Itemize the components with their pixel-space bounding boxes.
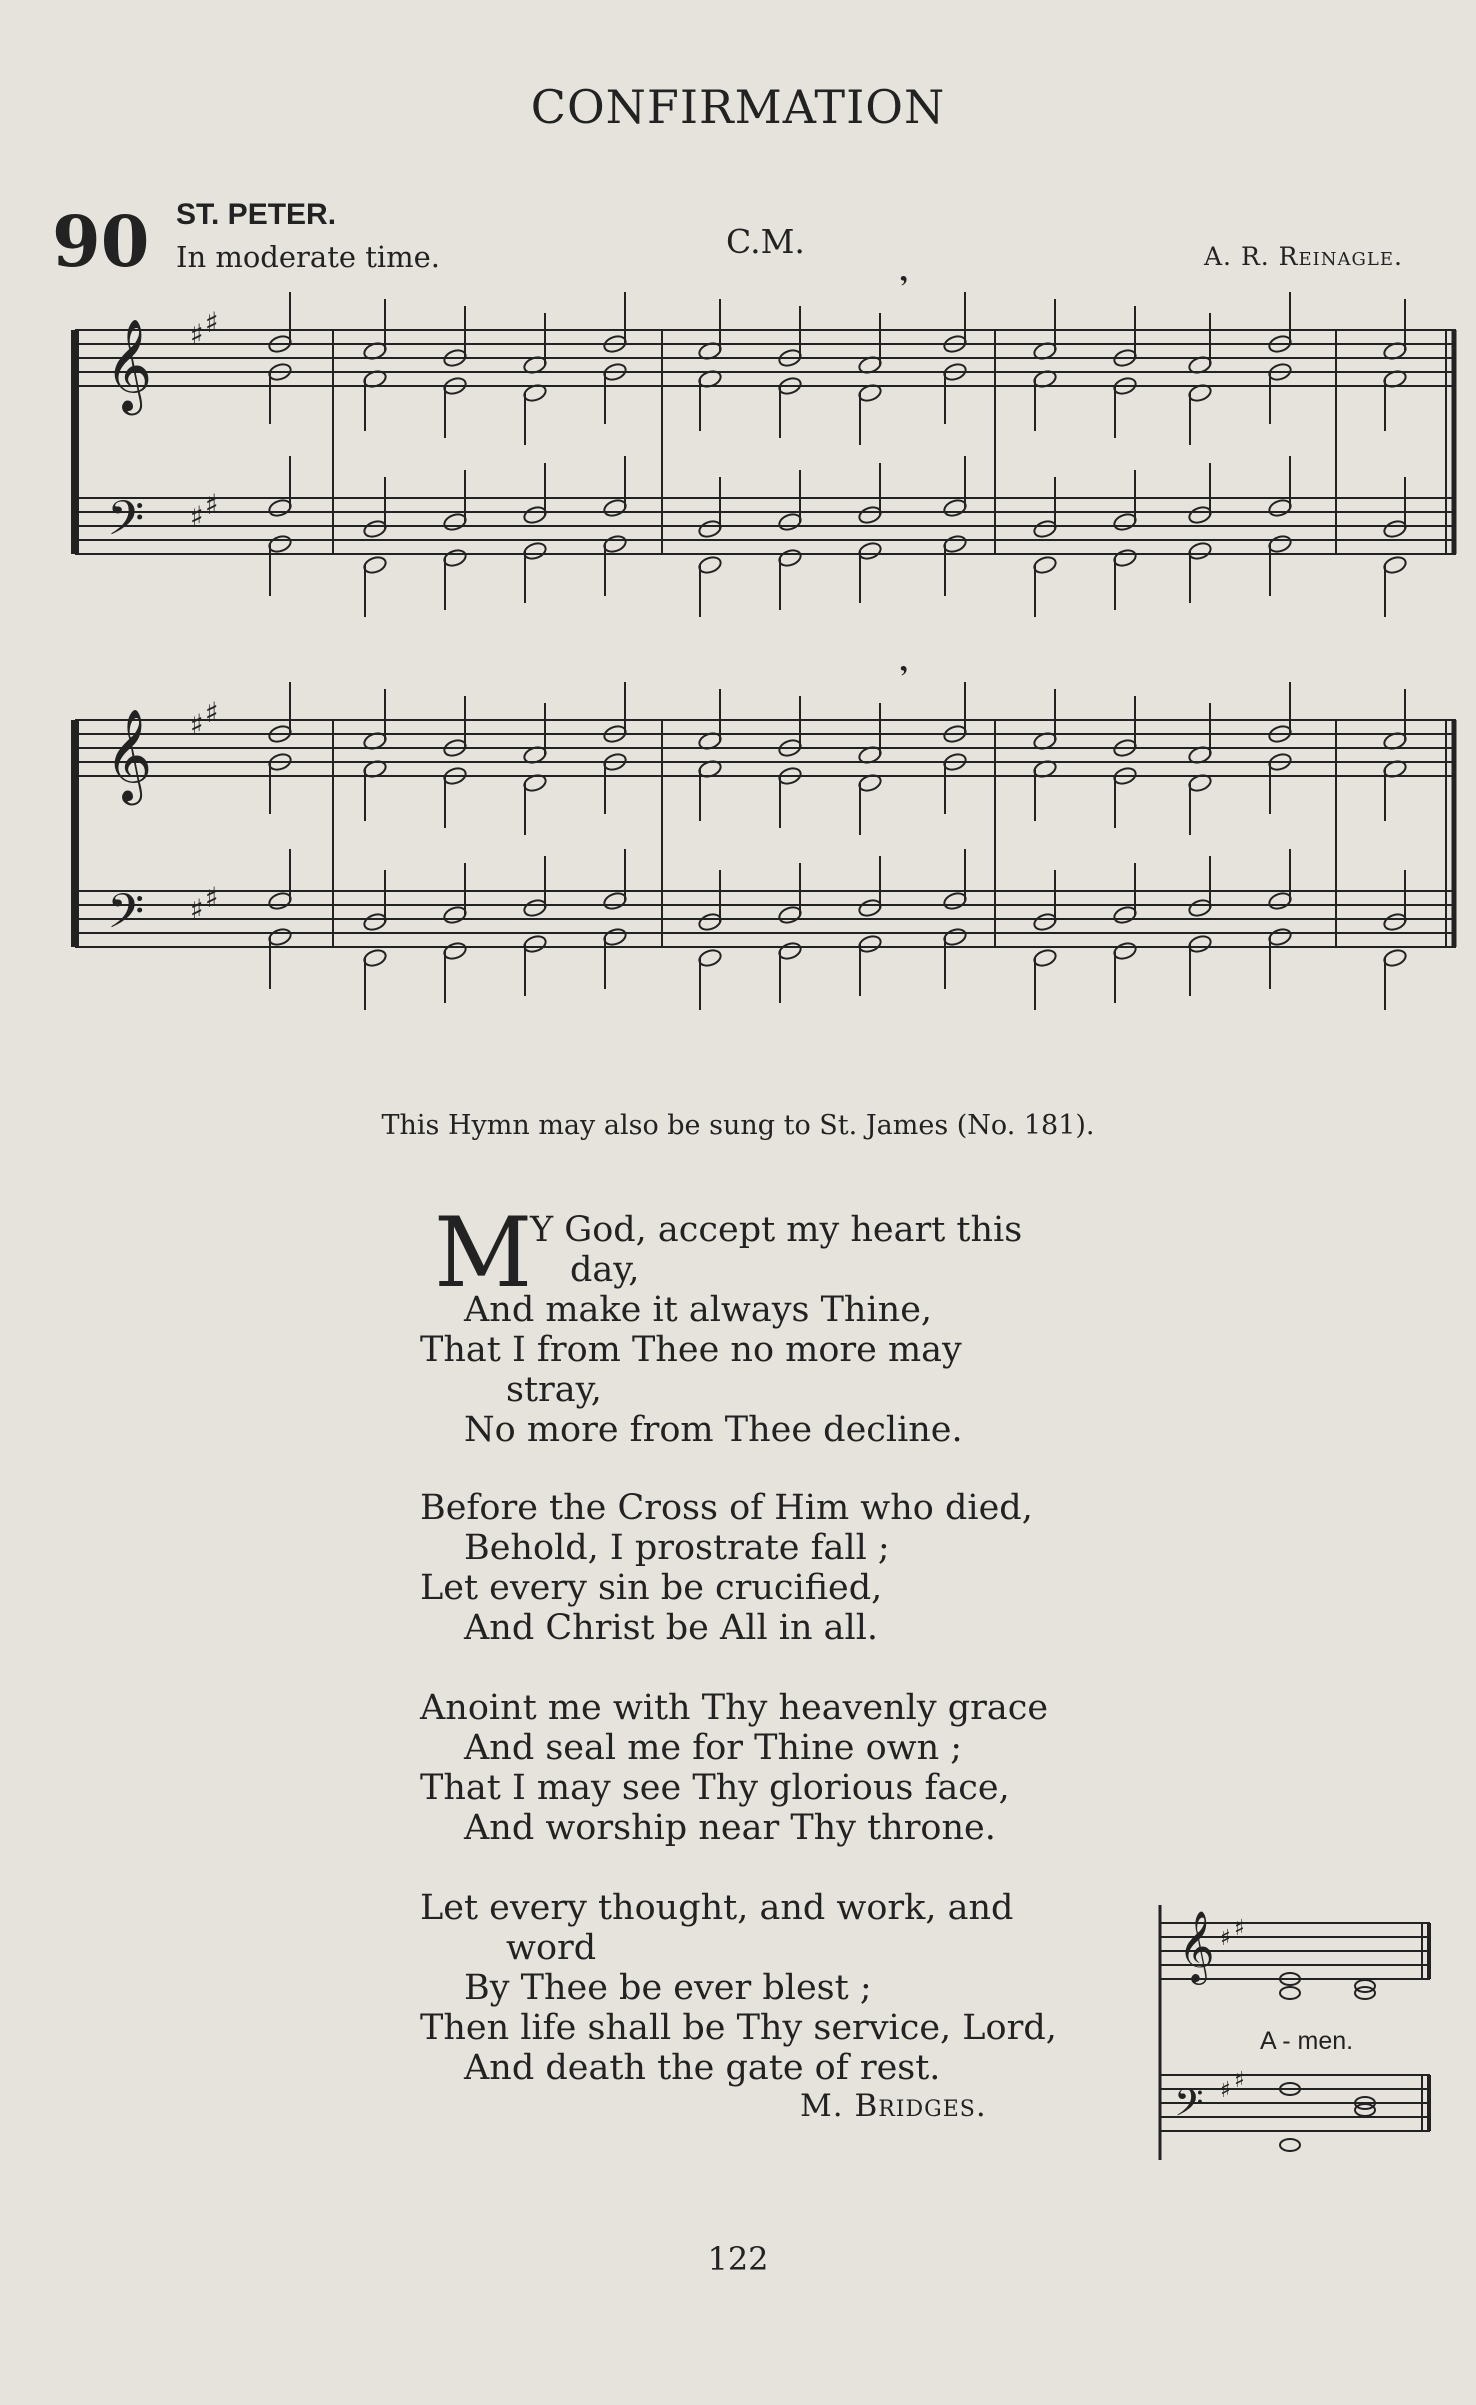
- svg-text:♯: ♯: [1220, 2078, 1231, 2103]
- verse-line: And Christ be All in all.: [464, 1608, 879, 1648]
- verse-line: Then life shall be Thy service, Lord,: [420, 2008, 1057, 2048]
- verse-line: Before the Cross of Him who died,: [420, 1488, 1033, 1528]
- meter: C.M.: [726, 222, 805, 261]
- verse-line: By Thee be ever blest ;: [464, 1968, 872, 2008]
- verse-line: Anoint me with Thy heavenly grace: [420, 1688, 1049, 1728]
- verse-line: And seal me for Thine own ;: [464, 1728, 963, 1768]
- verse-line: stray,: [506, 1370, 602, 1410]
- svg-text:♯: ♯: [205, 696, 219, 729]
- verse-line: Let every sin be crucified,: [420, 1568, 883, 1608]
- svg-text:♯: ♯: [1220, 1926, 1231, 1951]
- author: M. Bridges.: [800, 2088, 987, 2124]
- svg-text:𝄢: 𝄢: [107, 490, 145, 558]
- verse-3: [420, 1688, 1048, 1848]
- svg-text:♯: ♯: [205, 881, 219, 914]
- page-title: CONFIRMATION: [530, 80, 946, 134]
- composer: A. R. Reinagle.: [1204, 242, 1403, 271]
- svg-text:♯: ♯: [1234, 2068, 1245, 2093]
- svg-text:𝄒: 𝄒: [900, 666, 908, 712]
- svg-text:♯: ♯: [190, 893, 204, 926]
- verse-line: That I may see Thy glorious face,: [420, 1768, 1010, 1808]
- verse-line: And worship near Thy throne.: [464, 1808, 996, 1848]
- svg-text:♯: ♯: [205, 488, 219, 521]
- amen-label: A - men.: [1260, 2027, 1354, 2055]
- verse-line: That I from Thee no more may: [420, 1330, 962, 1370]
- verse-line: No more from Thee decline.: [464, 1410, 963, 1450]
- svg-text:♯: ♯: [190, 708, 204, 741]
- svg-text:𝄞: 𝄞: [105, 318, 153, 411]
- verse-4: [420, 1888, 1057, 2088]
- tempo-marking: In moderate time.: [176, 240, 441, 274]
- verse-line: day,: [570, 1250, 640, 1290]
- verse-line: And death the gate of rest.: [464, 2048, 941, 2088]
- tune-name: ST. PETER.: [176, 198, 337, 231]
- svg-text:𝄞: 𝄞: [105, 708, 153, 801]
- verse-line: And make it always Thine,: [464, 1290, 933, 1330]
- drop-cap: M: [434, 1197, 533, 1309]
- verse-2: [420, 1488, 1033, 1648]
- svg-text:♯: ♯: [1234, 1916, 1245, 1941]
- verse-line: word: [506, 1928, 597, 1968]
- svg-text:𝄢: 𝄢: [1174, 2080, 1204, 2134]
- amen-score: [1150, 1895, 1440, 2165]
- svg-text:𝄒: 𝄒: [900, 276, 908, 322]
- hymn-number: 90: [52, 200, 150, 283]
- svg-text:𝄢: 𝄢: [107, 883, 145, 951]
- verse-line: Y God, accept my heart this: [530, 1210, 1023, 1250]
- svg-text:♯: ♯: [205, 306, 219, 339]
- verse-1: [420, 1210, 1022, 1450]
- verse-line: Let every thought, and work, and: [420, 1888, 1014, 1928]
- svg-text:𝄞: 𝄞: [1178, 1909, 1215, 1982]
- alternate-tune-text: This Hymn may also be sung to St. James (No. 181).: [381, 1110, 1095, 1141]
- verse-line: Behold, I prostrate fall ;: [464, 1528, 890, 1568]
- svg-text:♯: ♯: [190, 318, 204, 351]
- svg-text:♯: ♯: [190, 500, 204, 533]
- alternate-tune-note: [0, 1110, 1476, 1141]
- page-number: 122: [707, 2240, 769, 2278]
